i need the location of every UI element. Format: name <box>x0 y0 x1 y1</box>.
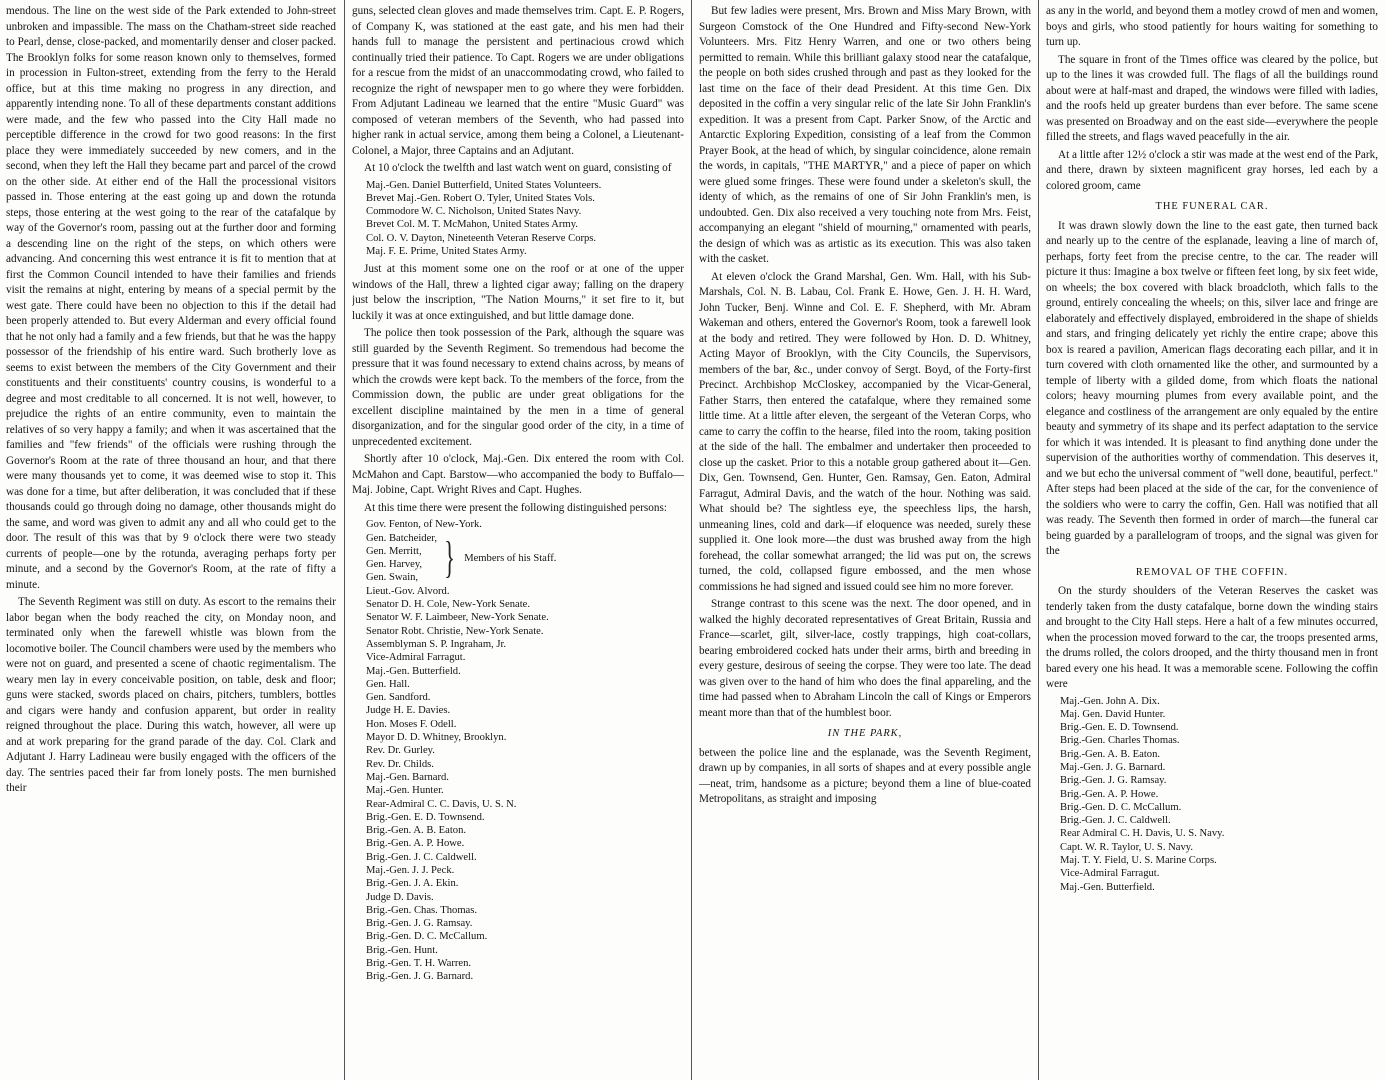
list-item: Gov. Fenton, of New-York. <box>366 519 482 531</box>
paragraph: The police then took possession of the Park, although the square was still guarded by the Seventh Regiment. So tremendous had become the pressure that it was found necessary to extend chains across, by means of which the crowds were kept back. To the members of the force, from the Commission down, the public are under great obligations for the excellent discipline maintained by the men in a time of general disorganization, and for the singular good order of the city, in a time of unprecedented excitement. <box>352 327 684 448</box>
list-item: Brig.-Gen. A. B. Eaton. <box>366 825 467 837</box>
list-item: Brevet Col. M. T. McMahon, United States Army. <box>366 219 578 231</box>
list-item: Gen. Sandford. <box>366 692 431 704</box>
list-item: Vice-Admiral Farragut. <box>1060 868 1160 880</box>
list-item: Brig.-Gen. Hunt. <box>366 944 438 956</box>
list-item: Maj. T. Y. Field, U. S. Marine Corps. <box>1060 855 1217 867</box>
list-item: Hon. Moses F. Odell. <box>366 718 457 730</box>
list-item: Brig.-Gen. D. C. McCallum. <box>1060 801 1182 813</box>
list-item: Brig.-Gen. T. H. Warren. <box>366 958 472 970</box>
list-item: Brig.-Gen. J. A. Ekin. <box>366 878 459 890</box>
section-heading: THE FUNERAL CAR. <box>1155 201 1269 212</box>
list-item: Rev. Dr. Gurley. <box>366 745 435 757</box>
paragraph: At this time there were present the following distinguished persons: <box>364 501 667 514</box>
list-item: Senator D. H. Cole, New-York Senate. <box>366 599 530 611</box>
list-item: Brig.-Gen. J. C. Caldwell. <box>1060 815 1171 827</box>
list-item: Capt. W. R. Taylor, U. S. Navy. <box>1060 841 1194 853</box>
paragraph: mendous. The line on the west side of the Park extended to John-street unbroken and impassible. The mass on the Chatham-street side reached to Pearl, dense, close-packed, and momentarily denser and closer packed. The Brooklyn folks for some reason known only to themselves, formed in procession in Fulton-street, extending from the ferry to the Herald office, but at this time making no progress in any direction, and apparently intending none. To all of these departments constant additions were made, and the few who passed into the City Hall made no perceptible difference in the crowd for two good reasons: In the first place they were immediately succeeded by new comers, and in the second, when they left the Hall they became part and parcel of the crowd on the other side. At either end of the Hall the processional visitors passed in. Those entering at the east going up and down the rotunda steps, those entering at the west going to the rear of the catafalque by way of the Governor's room, passing out at the further door and forming a descending line on the right of the steps, on which others were advancing. And concerning this west entrance it is fit to mention that at first the Common Council intended to have their families and friends visit the remains at night, entering by means of a special permit by the west gate. There could have been no objection to this if the detail had been properly attended to. But every Alderman and every official found that he not only had a family and a few friends, but that he was the happy possessor of the friendship of his entire ward. Such brotherly love as seems to exist between the members of the City Government and their constituents and their constituents' country cousins, is wonderful to a degree and most creditable to all concerned. It is not well, however, to prejudice the rights of an entire community, even to maintain the relatives of so very happy a family; and when it was ascertained that the families and "few friends" of the officials were rushing through the Governor's Room at the rate of three thousand an hour, and that there were many thousands yet to come, it was deemed wise to stop it. This was done for a time, but after deliberation, it was concluded that if these thousands could go through doing no damage, other thousands might do the same, and word was given to admit any and all who could get to the door. The result of this was that by 9 o'clock there were two steady currents of people—one by the rotunda, averaging perhaps forty per minute, and a second by the Governor's Room, at the rate of fifty a minute. <box>6 5 336 591</box>
paragraph: At 10 o'clock the twelfth and last watch went on guard, consisting of <box>364 162 672 174</box>
paragraph: Just at this moment some one on the roof or at one of the upper windows of the Hall, threw a lighted cigar away; falling on the drapery just below the inscription, "The Nation Mourns," it set fire to it, but luckily it was at once extinguished, and but little damage done. <box>352 263 684 322</box>
paragraph: as any in the world, and beyond them a motley crowd of men and women, boys and girls, who stood patiently for hours waiting for something to turn up. <box>1046 5 1378 48</box>
list-item: Maj.-Gen. J. J. Peck. <box>366 865 455 876</box>
list-item: Brig.-Gen. D. C. McCallum. <box>366 931 488 943</box>
list-item: Brig.-Gen. E. D. Townsend. <box>366 811 485 823</box>
paragraph: It was drawn slowly down the line to the east gate, then turned back and nearly up to the centre of the esplanade, leaving a line of march of, perhaps, forty feet from the precise centre, to the car. The reader will picture it thus: Imagine a box twelve or fifteen feet long, by six feet wide, on wheels; the box covered with black broadcloth, which falls to the ground, entirely concealing the wheels; on this, silver lace and fringe are elaborately and effectively displayed, embroidered in the shape of shields and stars, and fringing delicately yet richly the entire crape; above this box is reared a pavilion, American flags decorating each pillar, and it in turn covered with cloth ornamented like the other, and surmounted by a temple of liberty with a gilded dome, from which floats the national colors; heavy mourning plumes from every available point, and the elegance and costliness of the arrangement are only equaled by the entire beauty and symmetry of its shape and its perfect adaptation to the service for which it was intended. It is pleasant to find anything done under the supervision of the authorities worthy of commendation. This deserves it, and we but echo the universal comment of "well done, beautiful, perfect." After steps had been placed at the side of the car, for the convenience of the soldiers who were to carry the coffin, Gen. Hall was notified that all was ready. The Seventh then formed in order of march—the funeral car being guarded by a parallelogram of troops, and the signal was given for the <box>1046 219 1378 557</box>
list-item: Brig.-Gen. E. D. Townsend. <box>1060 722 1179 734</box>
staff-label: Members of his Staff. <box>464 552 557 564</box>
paragraph: At a little after 12½ o'clock a stir was made at the west end of the Park, and there, drawn by sixteen magnificent gray horses, led each by a colored groom, came <box>1046 148 1378 192</box>
list-item: Maj.-Gen. Daniel Butterfield, United States Volunteers. <box>366 179 602 191</box>
paragraph: At eleven o'clock the Grand Marshal, Gen. Wm. Hall, with his Sub-Marshals, Col. N. B. Labau, Col. Frank E. Howe, Gen. J. H. H. Ward, John Tucker, Benj. Winne and Col. E. F. Shepherd, with Mr. Abram Wakeman and others, entered the Governor's Room, took a farewell look at the body and retired. They were followed by Hon. D. D. Whitney, Acting Mayor of Brooklyn, with the City Councils, the Supervisors, members of the bar, &c., under convoy of Sergt. Boyd, of the Forty-first Precinct. Archbishop McCloskey, accompanied by the Vicar-General, Father Starrs, then entered the catafalque, where they remained some little time. At a little after eleven, the sergeant of the Veteran Corps, who came to carry the coffin to the hearse, filed into the room, taking position at the side of the hall. The embalmer and undertaker then proceeded to close up the casket. Prior to this a notable group gathered about it—Gen. Dix, Gen. Townsend, Gen. Hunter, Gen. Ramsay, Gen. Eaton, Admiral Farragut, Admiral Davis, and the watch of the hour. Nothing was said. What should be? The sightless eye, the speechless lips, the harsh, unmeaning lines, cold and dark—if eloquence was needed, surely these supplied it. One look more—the dust was brushed away from the high forehead, the collar somewhat arranged; the lid was put on, the screws turned, the cold, collapsed figure embossed, and the men whose commissions he had signed and issued could see him no more forever. <box>699 270 1031 593</box>
list-item: Brig.-Gen. J. G. Ramsay. <box>1060 775 1167 787</box>
paragraph: Strange contrast to this scene was the next. The door opened, and in walked the highly decorated representatives of Great Britain, Russia and France—scarlet, gilt, silver-lace, costly trappings, high coat-collars, bearing embroidered cocked hats under their arms, birth and breeding in every gesture, desirous of seeing the corpse. They were too late. The dead was given over to the hand of him who does the final appareling, and the time had passed when to Abraham Lincoln the call of Kings or Emperors meant more than that of the humblest boor. <box>699 598 1031 719</box>
list-item: Brig.-Gen. A. P. Howe. <box>366 838 465 850</box>
list-item: Commodore W. C. Nicholson, United States Navy. <box>366 206 582 218</box>
column-3 <box>699 4 1031 1076</box>
guard-list <box>366 179 684 259</box>
list-item: Maj.-Gen. Hunter. <box>366 785 444 797</box>
list-item: Gen. Merritt, <box>366 545 422 557</box>
list-item: Judge D. Davis. <box>366 891 434 903</box>
staff-group <box>366 532 684 585</box>
list-item: Rear Admiral C. H. Davis, U. S. Navy. <box>1060 828 1225 840</box>
list-item: Brig.-Gen. J. C. Caldwell. <box>366 851 477 863</box>
list-item: Senator W. F. Laimbeer, New-York Senate. <box>366 612 549 624</box>
paragraph: between the police line and the esplanade, was the Seventh Regiment, drawn up by companies, in all sorts of shapes and at every possible angle—neat, trim, handsome as a picture; beyond them a line of blue-coated Metropolitans, as straight and imposing <box>699 746 1031 805</box>
list-item: Judge H. E. Davies. <box>366 705 451 717</box>
list-item: Maj.-Gen. John A. Dix. <box>1060 695 1160 707</box>
list-item: Brig.-Gen. Charles Thomas. <box>1060 735 1180 747</box>
list-item: Maj. F. E. Prime, United States Army. <box>366 245 527 257</box>
list-item: Maj. Gen. David Hunter. <box>1060 708 1166 720</box>
paragraph: On the sturdy shoulders of the Veteran Reserves the casket was tenderly taken from the dusty catafalque, borne down the winding stairs and brought to the City Hall steps. Here a halt of a few minutes occurred, when the procession moved forward to the car, the troops presented arms, the drums rolled, the colors drooped, and the thirty thousand men in front bared every one his head. It was a memorable scene. Following the coffin were <box>1046 585 1378 690</box>
list-item: Rear-Admiral C. C. Davis, U. S. N. <box>366 798 517 810</box>
persons-list <box>366 518 684 983</box>
list-item: Senator Robt. Christie, New-York Senate. <box>366 625 544 637</box>
list-item: Lieut.-Gov. Alvord. <box>366 585 450 597</box>
column-rule <box>691 0 692 1080</box>
column-rule <box>344 0 345 1080</box>
paragraph: Shortly after 10 o'clock, Maj.-Gen. Dix entered the room with Col. McMahon and Capt. Barstow—who accompanied the body to Buffalo—Maj. Jobine, Capt. Wright Rives and Capt. Hughes. <box>352 453 684 497</box>
list-item: Gen. Harvey, <box>366 559 423 571</box>
list-item: Maj.-Gen. J. G. Barnard. <box>1060 761 1166 773</box>
staff-names <box>366 532 437 585</box>
list-item: Maj.-Gen. Butterfield. <box>366 665 461 677</box>
paragraph: The square in front of the Times office was cleared by the police, but up to the lines it was crowded full. The flags of all the buildings round about were at half-mast and draped, the windows were filled with ladies, and the roofs held up greater burdens than ever before. The same scene was presented on Broadway and on the east side—everywhere the people filled the streets, and flags waved peacefully in the air. <box>1046 53 1378 143</box>
list-item: Brig.-Gen. J. G. Ramsay. <box>366 918 473 930</box>
list-item: Gen. Swain, <box>366 572 419 584</box>
list-item: Brig.-Gen. A. B. Eaton. <box>1060 748 1161 760</box>
brace-glyph: } <box>444 533 455 583</box>
column-1 <box>6 4 336 1076</box>
paragraph: guns, selected clean gloves and made themselves trim. Capt. E. P. Rogers, of Company K, was stationed at the east gate, and his men had their hands full to manage the persistent and pertinacious crowd which continually tried their patience. To Capt. Rogers we are under obligations for a rescue from the midst of an unaccommodating crowd, who failed to recognize the right of newspaper men to go where they were forbidden. From Adjutant Ladineau we learned that the entire "Music Guard" was composed of veteran members of the Seventh, who had passed into higher rank in actual service, among them being a Colonel, a Lieutenant-Colonel, a Major, three Captains and an Adjutant. <box>352 5 684 157</box>
column-4 <box>1046 4 1378 1076</box>
section-heading: REMOVAL OF THE COFFIN. <box>1135 566 1289 578</box>
list-item: Maj.-Gen. Butterfield. <box>1060 881 1155 893</box>
paragraph: The Seventh Regiment was still on duty. As escort to the remains their labor began when the body reached the city, on Monday noon, and terminated only when the farewell whistle was blown from the locomotive boiler. The Council chambers were used by the members who were not on guard, and presented a scene of chaotic regimentalism. The weary men lay in every conceivable position, on table, desk and floor; guns were stacked, swords placed on chairs, pitchers, tumblers, bottles and cigars were handy and confusion apparent, but order in reality reigned throughout the place. During this watch, however, all were up and at work preparing for the grand parade of the day. Col. Clark and Adjutant J. Harry Ladineau were busily engaged with the officers of the day. The sentries paced their far from lonely posts. The men burnished their <box>6 596 336 794</box>
list-item: Col. O. V. Dayton, Nineteenth Veteran Reserve Corps. <box>366 232 597 244</box>
column-rule <box>1038 0 1039 1080</box>
list-item: Assemblyman S. P. Ingraham, Jr. <box>366 638 507 650</box>
list-item: Gen. Hall. <box>366 678 410 690</box>
section-heading: IN THE PARK, <box>827 728 903 739</box>
paragraph: But few ladies were present, Mrs. Brown and Miss Mary Brown, with Surgeon Comstock of the One Hundred and Fifty-second New-York Volunteers. Mrs. Fitz Henry Warren, and one or two others being permitted to remain. While this brilliant galaxy stood near the catafalque, the people on both sides crushed through and past as they looked for the last time on the face of their dead President. At this time Gen. Dix deposited in the coffin a very singular relic of the late Sir John Franklin's expedition. It was a present from Capt. Parker Snow, of the Arctic and Antarctic Exploring Expedition, consisting of a leaf from the Common Prayer Book, at the head of which, by singular coincidence, alone remain the words, in capitals, "THE MARTYR," and a piece of paper on which were glued some fringes. These were found under a skeleton's skull, the identy of which, as the remains of one of Sir John Franklin's men, is undoubted. Gen. Dix also received a very touching note from Mrs. Feist, accompanying an elegant "shield of mourning," ornamented with pearls, the design of which was as artistic as its execution. This was also taken with the casket. <box>699 5 1031 265</box>
list-item: Maj.-Gen. Barnard. <box>366 771 449 783</box>
list-item: Brig.-Gen. J. G. Barnard. <box>366 971 474 983</box>
list-item: Vice-Admiral Farragut. <box>366 652 466 664</box>
column-2 <box>352 4 684 1076</box>
list-item: Brig.-Gen. A. P. Howe. <box>1060 788 1159 800</box>
list-item: Gen. Batcheider, <box>366 532 438 544</box>
list-item: Rev. Dr. Childs. <box>366 758 434 770</box>
bearers-list <box>1060 695 1378 894</box>
list-item: Mayor D. D. Whitney, Brooklyn. <box>366 732 507 744</box>
list-item: Brevet Maj.-Gen. Robert O. Tyler, United States Vols. <box>366 192 595 204</box>
list-item: Brig.-Gen. Chas. Thomas. <box>366 904 478 916</box>
